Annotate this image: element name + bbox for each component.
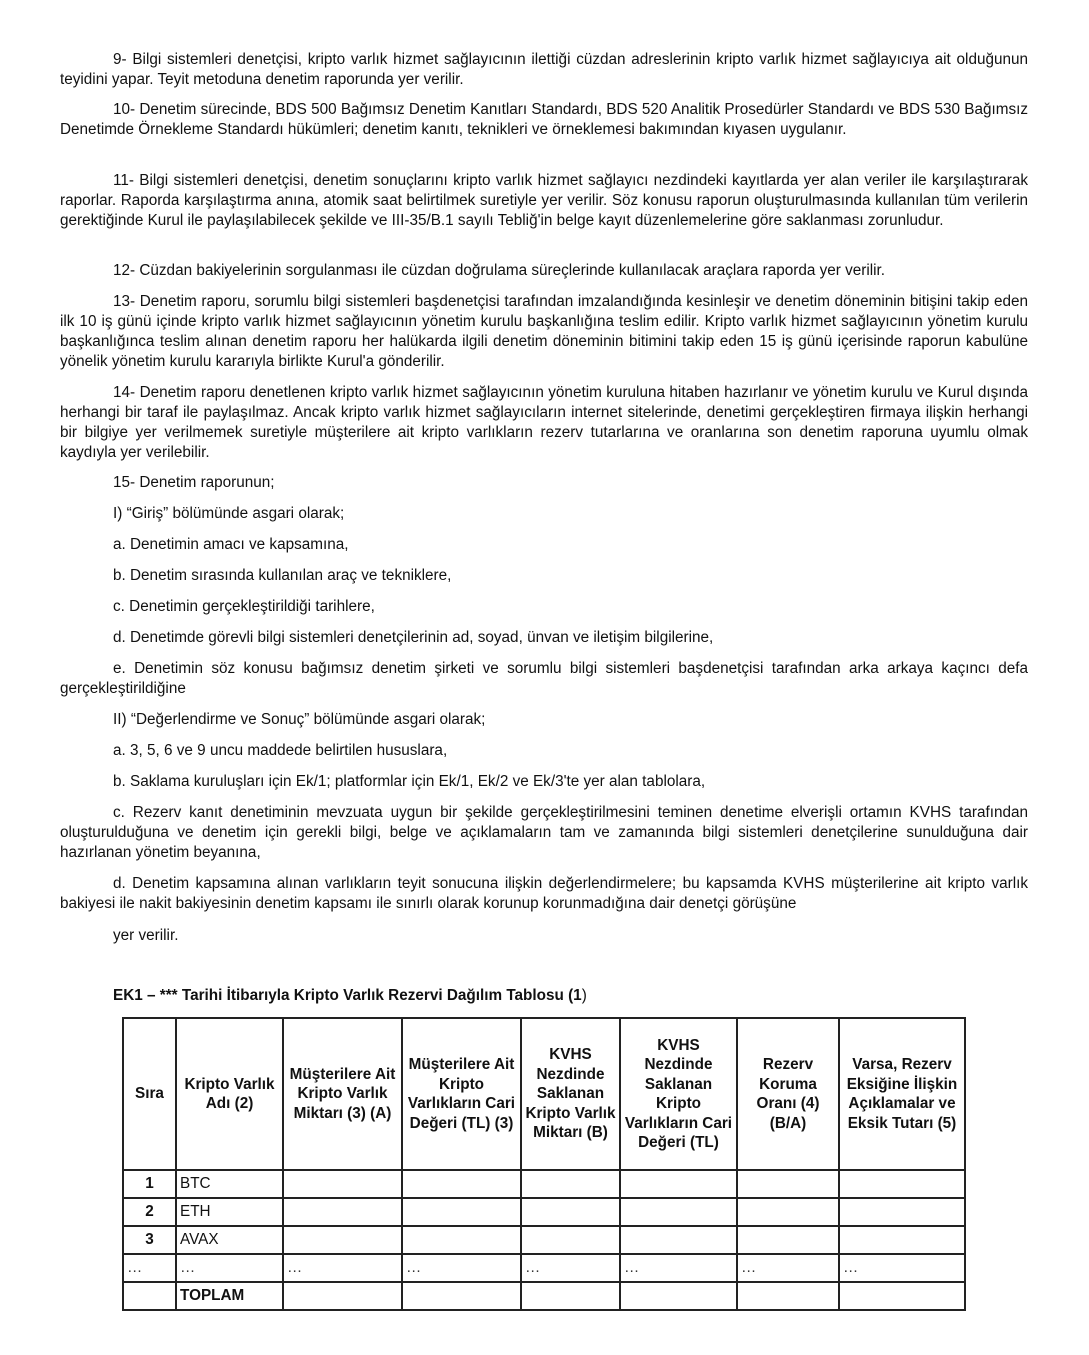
table-cell <box>620 1198 737 1226</box>
table-cell: … <box>402 1254 521 1282</box>
table-cell <box>521 1282 620 1310</box>
column-header-asset-name: Kripto Varlık Adı (2) <box>176 1018 283 1170</box>
table-cell <box>620 1170 737 1198</box>
section-2-item-c: c. Rezerv kanıt denetiminin mevzuata uygun bir şekilde gerçekleştirilmesini teminen denetime elverişli ortamın KVHS tarafından oluşturulduğuna ve denetim için gerekli bilgi, belge ve açıklamaların tam ve zamanında bilgi sistemleri denetçilerine sunulduğuna dair hazırlanan yönetim beyanına, <box>60 804 1028 861</box>
annex-title-text: EK1 – *** Tarihi İtibarıyla Kripto Varlık Rezervi Dağılım Tablosu (1 <box>113 987 582 1004</box>
table-cell <box>283 1170 402 1198</box>
table-cell: 1 <box>123 1170 176 1198</box>
section-2-item-d: d. Denetim kapsamına alınan varlıkların teyit sonucuna ilişkin değerlendirmelere; bu kapsamda KVHS müşterilerine ait kripto varlık bakiyesi ile nakit bakiyesinin denetim kapsamı ile sınırlı olarak korunup korunmadığına dair denetçi görüşüne <box>60 875 1028 912</box>
table-cell <box>620 1282 737 1310</box>
article-10: 10- Denetim sürecinde, BDS 500 Bağımsız Denetim Kanıtları Standardı, BDS 520 Analitik Prosedürler Standardı ve BDS 530 Bağımsız Denetimde Örnekleme Standardı hükümleri; denetim kanıtı, teknikleri ve örneklemesi bakımından kıyasen uygulanır. <box>60 101 1028 138</box>
table-cell <box>283 1282 402 1310</box>
section-1-item-c: c. Denetimin gerçekleştirildiği tarihlere, <box>113 598 375 615</box>
section-1-item-a: a. Denetimin amacı ve kapsamına, <box>113 536 349 553</box>
annex-title <box>113 987 587 1005</box>
section-1-item-b: b. Denetim sırasında kullanılan araç ve tekniklere, <box>113 567 452 584</box>
table-row-ellipsis <box>123 1254 965 1282</box>
table-cell <box>402 1226 521 1254</box>
table-cell <box>737 1282 839 1310</box>
table-cell <box>620 1226 737 1254</box>
table-row <box>123 1226 965 1254</box>
table-cell: AVAX <box>176 1226 283 1254</box>
article-12: 12- Cüzdan bakiyelerinin sorgulanması ile cüzdan doğrulama süreçlerinde kullanılacak araçlara raporda yer verilir. <box>113 262 886 279</box>
column-header-reserve-ratio: Rezerv Koruma Oranı (4) (B/A) <box>737 1018 839 1170</box>
column-header-kvhs-value: KVHS Nezdinde Saklanan Kripto Varlıkların Cari Değeri (TL) <box>620 1018 737 1170</box>
column-header-client-value: Müşterilere Ait Kripto Varlıkların Cari Değeri (TL) (3) <box>402 1018 521 1170</box>
annex-title-close: ) <box>581 987 587 1004</box>
table-row <box>123 1198 965 1226</box>
table-cell <box>402 1198 521 1226</box>
table-cell: ETH <box>176 1198 283 1226</box>
table-cell: … <box>123 1254 176 1282</box>
table-cell: … <box>839 1254 965 1282</box>
article-14: 14- Denetim raporu denetlenen kripto varlık hizmet sağlayıcının yönetim kuruluna hitaben hazırlanır ve yönetim kurulu ve Kurul dışında herhangi bir taraf ile paylaşılmaz. Ancak kripto varlık hizmet sağlayıcıların internet sitelerinde, denetimi gerçekleştiren firmaya ilişkin herhangi bir bilgiye yer verilmemek suretiyle müşterilere ait kripto varlıkların rezerv tutarlarına ve oranlarına son denetim raporuna uyumlu olmak kaydıyla yer verilebilir. <box>60 384 1028 461</box>
table-cell <box>521 1170 620 1198</box>
section-2-item-b: b. Saklama kuruluşları için Ek/1; platformlar için Ek/1, Ek/2 ve Ek/3'te yer alan tablolara, <box>113 773 706 790</box>
table-cell <box>839 1282 965 1310</box>
table-cell <box>402 1170 521 1198</box>
article-13: 13- Denetim raporu, sorumlu bilgi sistemleri başdenetçisi tarafından imzalandığında kesinleşir ve denetim döneminin bitişini takip eden ilk 10 iş günü içinde kripto varlık hizmet sağlayıcının yönetim kurulu başkanlığına teslim edilir. Kripto varlık hizmet sağlayıcının yönetim kurulu başkanlığınca teslim alınan denetim raporu her halükarda ilgili denetim döneminin bitimini takip eden 15 iş günü içerisinde raporun kabulüne yönelik yönetim kurulu kararıyla birlikte Kurul'a gönderilir. <box>60 293 1028 370</box>
total-label: TOPLAM <box>176 1282 283 1310</box>
section-2-item-a: a. 3, 5, 6 ve 9 uncu maddede belirtilen hususlara, <box>113 742 448 759</box>
table-row <box>123 1170 965 1198</box>
article-9: 9- Bilgi sistemleri denetçisi, kripto varlık hizmet sağlayıcının ilettiği cüzdan adreslerinin kripto varlık hizmet sağlayıcıya ait olduğunun teyidini yapar. Teyit metoduna denetim raporunda yer verilir. <box>60 51 1028 88</box>
table-cell <box>737 1198 839 1226</box>
section-2-heading: II) “Değerlendirme ve Sonuç” bölümünde asgari olarak; <box>113 711 486 728</box>
table-cell <box>521 1198 620 1226</box>
column-header-client-quantity: Müşterilere Ait Kripto Varlık Miktarı (3) (A) <box>283 1018 402 1170</box>
table-cell <box>283 1226 402 1254</box>
article-11: 11- Bilgi sistemleri denetçisi, denetim sonuçlarını kripto varlık hizmet sağlayıcı nezdindeki kayıtlarda yer alan veriler ile karşılaştırarak raporlar. Raporda karşılaştırma anına, atomik saat belirtilmek suretiyle yer verilir. Söz konusu raporun oluşturulmasında kullanılan tüm verilerin gerektiğinde Kurul ile paylaşılabilecek şekilde ve III-35/B.1 sayılı Tebliğ'in belge kayıt düzenlemelerine göre saklanması zorunludur. <box>60 172 1028 229</box>
table-cell <box>123 1282 176 1310</box>
table-cell <box>283 1198 402 1226</box>
table-cell: … <box>620 1254 737 1282</box>
table-cell <box>521 1226 620 1254</box>
reserve-distribution-table <box>122 1017 966 1311</box>
table-cell <box>839 1170 965 1198</box>
section-1-item-d: d. Denetimde görevli bilgi sistemleri denetçilerinin ad, soyad, ünvan ve iletişim bilgilerine, <box>113 629 714 646</box>
table-cell: … <box>737 1254 839 1282</box>
section-1-item-e: e. Denetimin söz konusu bağımsız denetim şirketi ve sorumlu bilgi sistemleri başdenetçisi tarafından arka arkaya kaçıncı defa gerçekleştirildiğine <box>60 660 1028 697</box>
column-header-kvhs-quantity: KVHS Nezdinde Saklanan Kripto Varlık Miktarı (B) <box>521 1018 620 1170</box>
table-cell: … <box>283 1254 402 1282</box>
table-cell <box>737 1170 839 1198</box>
table-cell <box>839 1226 965 1254</box>
table-header-row <box>123 1018 965 1170</box>
table-cell: … <box>176 1254 283 1282</box>
table-cell <box>402 1282 521 1310</box>
table-cell <box>839 1198 965 1226</box>
section-1-heading: I) “Giriş” bölümünde asgari olarak; <box>113 505 345 522</box>
table-cell: 2 <box>123 1198 176 1226</box>
table-cell: 3 <box>123 1226 176 1254</box>
table-cell <box>737 1226 839 1254</box>
article-15: 15- Denetim raporunun; <box>113 474 275 491</box>
table-row-total <box>123 1282 965 1310</box>
column-header-deficit-notes: Varsa, Rezerv Eksiğine İlişkin Açıklamalar ve Eksik Tutarı (5) <box>839 1018 965 1170</box>
column-header-sira: Sıra <box>123 1018 176 1170</box>
closing-line: yer verilir. <box>113 927 179 944</box>
table-cell: … <box>521 1254 620 1282</box>
table-cell: BTC <box>176 1170 283 1198</box>
